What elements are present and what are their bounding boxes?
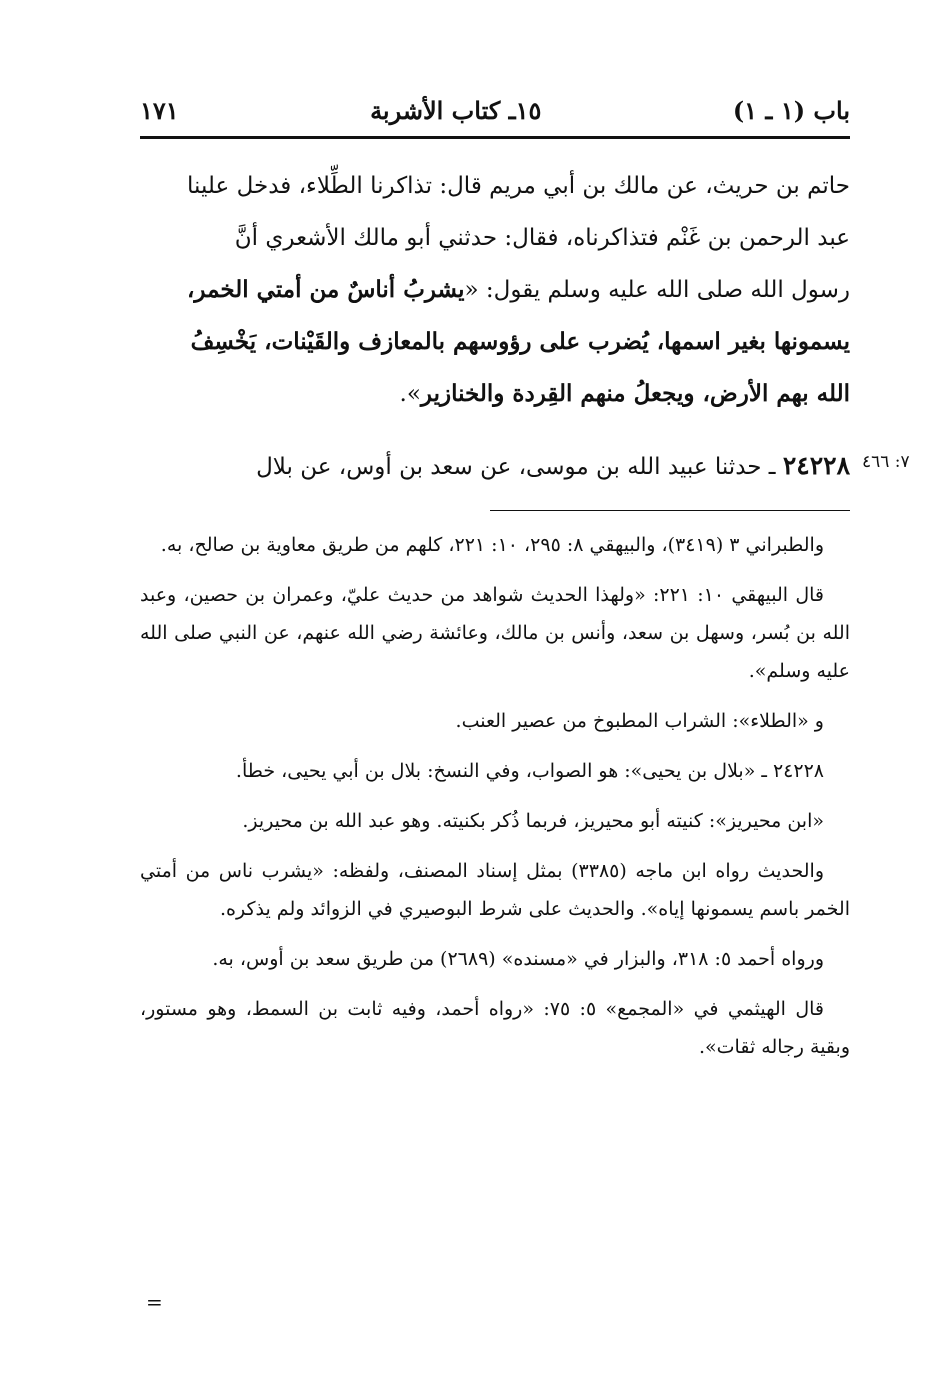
page-number: ١٧١ xyxy=(140,95,179,125)
footnote-paragraph: ٢٤٢٢٨ ـ «بلال بن يحيى»: هو الصواب، وفي النسخ: بلال بن أبي يحيى، خطأ. xyxy=(235,760,824,782)
footnote-paragraph: قال الهيثمي في «المجمع» ٥: ٧٥: «رواه أحمد، وفيه ثابت بن السمط، وهو مستور، وبقية رجاله ثقات». xyxy=(140,998,850,1058)
footnotes xyxy=(140,526,850,1078)
main-text xyxy=(140,160,850,420)
hadith-entry xyxy=(140,440,850,493)
footnote-paragraph: و «الطلاء»: الشراب المطبوخ من عصير العنب. xyxy=(455,710,824,732)
hadith-text: ـ حدثنا عبيد الله بن موسى، عن سعد بن أوس، عن بلال xyxy=(256,454,783,480)
footnote-paragraph: والحديث رواه ابن ماجه (٣٣٨٥) بمثل إسناد المصنف، ولفظه: «يشرب ناس من أمتي الخمر باسم يسمونها إياه». والحديث على شرط البوصيري في الزوائد ولم يذكره. xyxy=(140,860,850,920)
main-line-bold: يشربُ أناسٌ من أمتي الخمر، xyxy=(187,276,465,303)
main-line-bold: يسمونها بغير اسمها، يُضرب على رؤوسهم بالمعازف والقَيْنات، يَخْسِفُ xyxy=(190,328,850,355)
header-rule xyxy=(140,136,850,139)
main-line-bold: الله بهم الأرض، ويجعلُ منهم القِردة والخنازير xyxy=(420,380,850,407)
main-line xyxy=(140,264,850,316)
hadith-number: ٢٤٢٢٨ xyxy=(782,451,850,480)
main-line: عبد الرحمن بن غَنْم فتذاكرناه، فقال: حدثني أبو مالك الأشعري أنَّ xyxy=(234,225,850,251)
main-line xyxy=(140,368,850,420)
main-line-end: ». xyxy=(399,381,421,407)
chapter-label: باب (١ ـ ١) xyxy=(732,95,850,125)
footnote-paragraph: «ابن محيريز»: كنيته أبو محيريز، فربما ذُكر بكنيته. وهو عبد الله بن محيريز. xyxy=(242,810,824,832)
footnote-paragraph: ورواه أحمد ٥: ٣١٨، والبزار في «مسنده» (٢٦٨٩) من طريق سعد بن أوس، به. xyxy=(212,948,824,970)
running-header xyxy=(140,88,850,132)
main-line: حاتم بن حريث، عن مالك بن أبي مريم قال: تذاكرنا الطِّلاء، فدخل علينا xyxy=(187,173,850,199)
margin-reference: ٧: ٤٦٦ xyxy=(862,452,910,472)
main-line xyxy=(140,316,850,368)
continuation-mark: = xyxy=(146,1290,163,1314)
footnote-paragraph: والطبراني ٣ (٣٤١٩)، والبيهقي ٨: ٢٩٥، ١٠: ٢٢١، كلهم من طريق معاوية بن صالح، به. xyxy=(160,534,824,556)
footnote-paragraph: قال البيهقي ١٠: ٢٢١: «ولهذا الحديث شواهد من حديث عليّ، وعمران بن حصين، وعبد الله بن بُسر، وسهل بن سعد، وأنس بن مالك، وعائشة رضي الله عنهم، عن النبي صلى الله عليه وسلم». xyxy=(140,584,850,682)
main-line-plain: رسول الله صلى الله عليه وسلم يقول: « xyxy=(464,277,850,303)
book-title: ١٥ـ كتاب الأشربة xyxy=(370,95,542,125)
footnote-rule xyxy=(490,510,850,511)
